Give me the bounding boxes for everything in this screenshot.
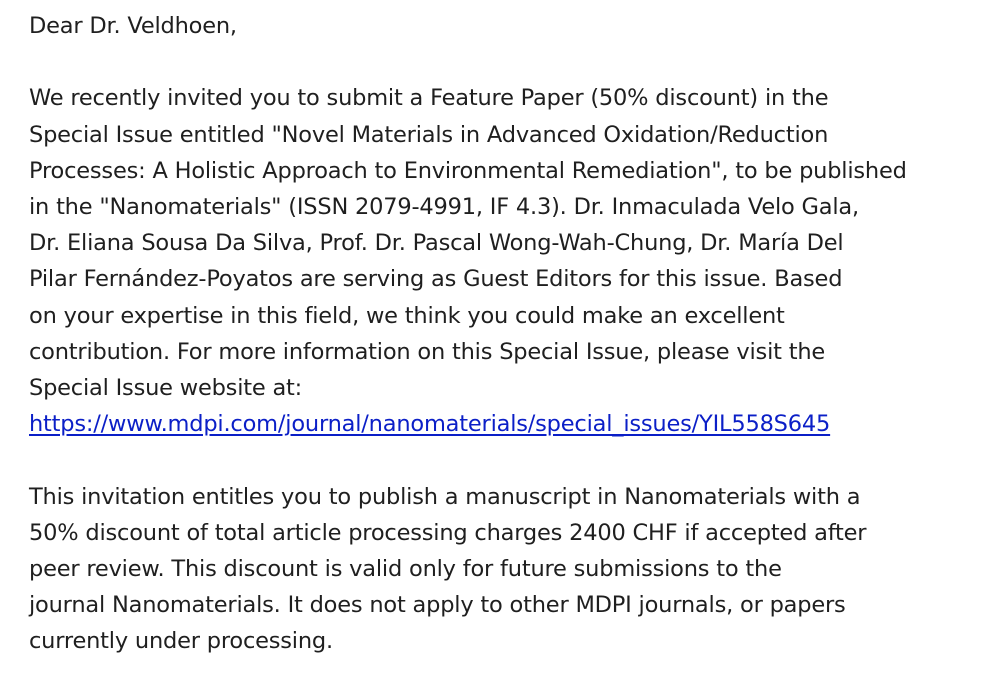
paragraph-line: journal Nanomaterials. It does not apply to other MDPI journals, or papers <box>29 592 846 619</box>
invitation-paragraph <box>29 80 989 442</box>
paragraph-line: on your expertise in this field, we think you could make an excellent <box>29 302 785 329</box>
paragraph-line: Pilar Fernández-Poyatos are serving as Guest Editors for this issue. Based <box>29 266 843 293</box>
greeting: Dear Dr. Veldhoen, <box>29 13 237 39</box>
email-body <box>29 8 989 660</box>
paragraph-line: Special Issue entitled "Novel Materials in Advanced Oxidation/Reduction <box>29 121 829 148</box>
paragraph-line: Special Issue website at: <box>29 375 303 402</box>
paragraph-line: contribution. For more information on this Special Issue, please visit the <box>29 338 826 365</box>
paragraph-line: 50% discount of total article processing charges 2400 CHF if accepted after <box>29 519 867 546</box>
paragraph-line: Processes: A Holistic Approach to Environmental Remediation", to be published <box>29 157 907 184</box>
discount-paragraph <box>29 479 989 660</box>
special-issue-link[interactable]: https://www.mdpi.com/journal/nanomaterials/special_issues/YIL558S645 <box>29 411 831 438</box>
paragraph-spacer <box>29 44 989 80</box>
paragraph-line: We recently invited you to submit a Feature Paper (50% discount) in the <box>29 85 829 112</box>
paragraph-line: peer review. This discount is valid only for future submissions to the <box>29 556 782 583</box>
paragraph-spacer <box>29 442 989 478</box>
paragraph-line: Dr. Eliana Sousa Da Silva, Prof. Dr. Pascal Wong-Wah-Chung, Dr. María Del <box>29 230 844 257</box>
paragraph-line: currently under processing. <box>29 628 333 655</box>
paragraph-line: in the "Nanomaterials" (ISSN 2079-4991, IF 4.3). Dr. Inmaculada Velo Gala, <box>29 194 859 220</box>
paragraph-line: This invitation entitles you to publish a manuscript in Nanomaterials with a <box>29 483 861 510</box>
